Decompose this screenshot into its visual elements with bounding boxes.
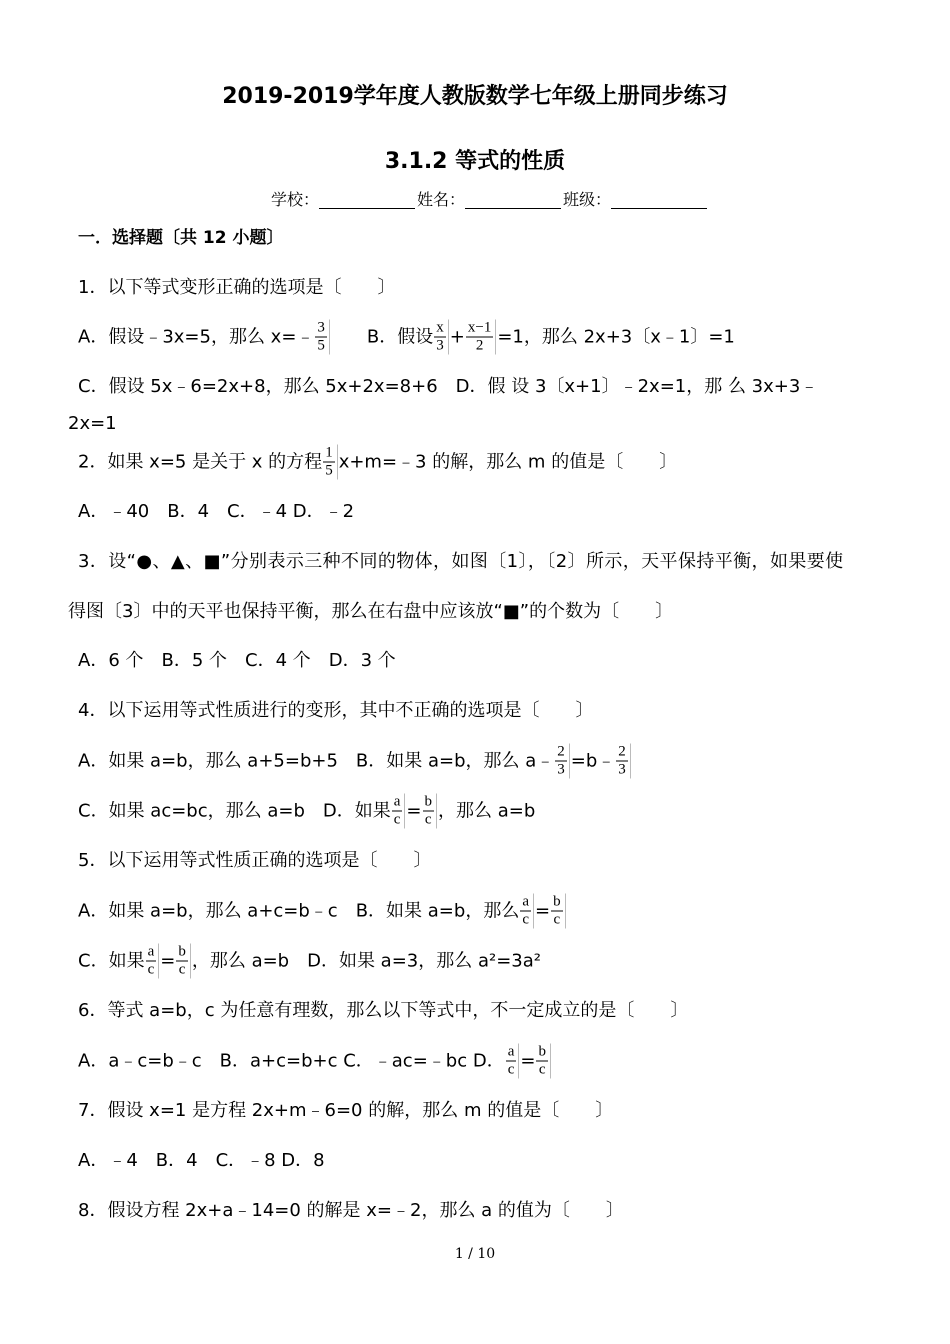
question-3 [78,550,844,574]
text-segment: 5．以下运用等式性质正确的选项是〔 〕 [78,850,432,871]
text-segment: A．﹣4 B．4 C．﹣8 D．8 [78,1150,325,1171]
text-segment: = [160,950,176,971]
class-blank [611,192,707,209]
question-3-options [78,649,396,673]
question-1 [78,276,395,300]
numerator: 2 [557,743,565,760]
document-subtitle: 3.1.2 等式的性质 [384,149,566,174]
fraction [555,744,570,779]
denominator: c [424,811,432,828]
question-1-options-cd [78,375,818,399]
text-segment: A．假设﹣3x=5，那么 x=﹣ [78,326,315,347]
denominator: 2 [475,337,484,354]
denominator: c [538,1061,546,1078]
text-segment: = [520,1050,536,1071]
text-segment: 4．以下运用等式性质进行的变形，其中不正确的选项是〔 〕 [78,700,594,721]
question-1-options-ab [78,320,735,355]
denominator: c [507,1061,515,1078]
denominator: 3 [618,761,626,778]
fraction [392,794,406,829]
text-segment: =b﹣ [570,750,616,771]
question-5 [78,849,431,873]
text-segment: x+m=﹣3 的解，那么 m 的值是〔 〕 [338,451,678,472]
denominator: c [393,811,401,828]
fraction [551,894,566,929]
question-7-options [78,1149,325,1173]
school-label: 学校： [270,190,319,209]
denominator: c [178,961,186,978]
text-segment: 8．假设方程 2x+a﹣14=0 的解是 x=﹣2，那么 a 的值为〔 〕 [78,1200,624,1221]
text-segment: 2．如果 x=5 是关于 x 的方程 [78,451,323,472]
question-4 [78,699,593,723]
numerator: a [393,793,401,810]
fraction [434,320,449,355]
question-5-options-ab [78,894,567,929]
text-segment: ，那么 a=b D．如果 a=3，那么 a²=3a² [191,950,541,971]
school-blank [319,192,415,209]
denominator: 3 [436,337,444,354]
numerator: b [178,943,186,960]
denominator: 3 [557,761,565,778]
denominator: c [147,961,155,978]
numerator: a [507,1043,515,1060]
question-5-options-cd [78,944,541,979]
numerator: x−1 [467,319,492,336]
name-label: 姓名： [416,190,465,209]
numerator: b [553,893,561,910]
text-segment: 一．选择题〔共 12 小题〕 [78,228,284,248]
fraction [315,320,330,355]
text-segment: =1，那么 2x+3〔x﹣1〕=1 [497,326,735,347]
fraction [536,1044,551,1079]
text-segment: 7．假设 x=1 是方程 2x+m﹣6=0 的解，那么 m 的值是〔 〕 [78,1100,614,1121]
text-segment: C．假设 5x﹣6=2x+8，那么 5x+2x=8+6 D．假 设 3〔x+1〕﹣2x=1，那 么 3x+3﹣ [78,376,819,397]
class-label: 班级： [563,190,612,209]
question-4-options-ab [78,744,632,779]
student-info [0,188,950,212]
question-4-options-cd [78,794,535,829]
denominator: 5 [325,462,333,479]
text-segment: B．假设 [330,326,434,347]
page-number: 1 / 10 [454,1246,496,1262]
denominator: c [522,911,529,928]
name-blank [465,192,561,209]
document-title: 2019-2019学年度人教版数学七年级上册同步练习 [222,84,728,109]
numerator: b [538,1043,546,1060]
question-2-options [78,500,354,524]
text-segment: A．如果 a=b，那么 a+c=b﹣c B．如果 a=b，那么 [78,900,520,921]
fraction [423,794,438,829]
fraction [506,1044,520,1079]
text-segment: C．如果 ac=bc，那么 a=b D．如果 [78,800,391,821]
numerator: a [147,943,155,960]
text-segment: A．6 个 B．5 个 C．4 个 D．3 个 [78,650,396,671]
text-segment: 得图〔3〕中的天平也保持平衡，那么在右盘中应该放“■”的个数为〔 〕 [68,601,674,622]
numerator: 1 [325,444,333,461]
numerator: 3 [317,319,325,336]
question-6 [78,999,688,1023]
text-segment: = [406,800,422,821]
denominator: 5 [317,337,325,354]
text-segment: = [535,900,551,921]
fraction [146,944,160,979]
text-segment: A．﹣40 B．4 C．﹣4 D．﹣2 [78,501,355,522]
fraction [520,894,534,929]
text-segment: 1．以下等式变形正确的选项是〔 〕 [78,277,396,298]
fraction [323,445,338,480]
question-3-cont [68,600,673,624]
fraction [616,744,631,779]
text-segment: + [449,326,465,347]
question-7 [78,1099,613,1123]
numerator: b [424,793,433,810]
numerator: 2 [618,743,626,760]
question-1-options-cont [68,412,117,436]
text-segment: 2x=1 [68,413,117,434]
numerator: x [436,319,444,336]
section-heading [78,226,284,250]
question-8 [78,1199,624,1223]
question-2 [78,445,677,480]
denominator: c [553,911,561,928]
numerator: a [522,893,529,910]
text-segment: C．如果 [78,950,145,971]
fraction [176,944,191,979]
question-6-options [78,1044,552,1079]
text-segment: 3．设“●、▲、■”分别表示三种不同的物体，如图〔1〕，〔2〕所示，天平保持平衡，如果要使 [78,551,844,572]
fraction [466,320,496,355]
text-segment: 6．等式 a=b，c 为任意有理数，那么以下等式中，不一定成立的是〔 〕 [78,1000,689,1021]
text-segment: A．a﹣c=b﹣c B．a+c=b+c C．﹣ac=﹣bc D． [78,1050,505,1071]
text-segment: A．如果 a=b，那么 a+5=b+5 B．如果 a=b，那么 a﹣ [78,750,555,771]
text-segment: ，那么 a=b [438,800,536,821]
